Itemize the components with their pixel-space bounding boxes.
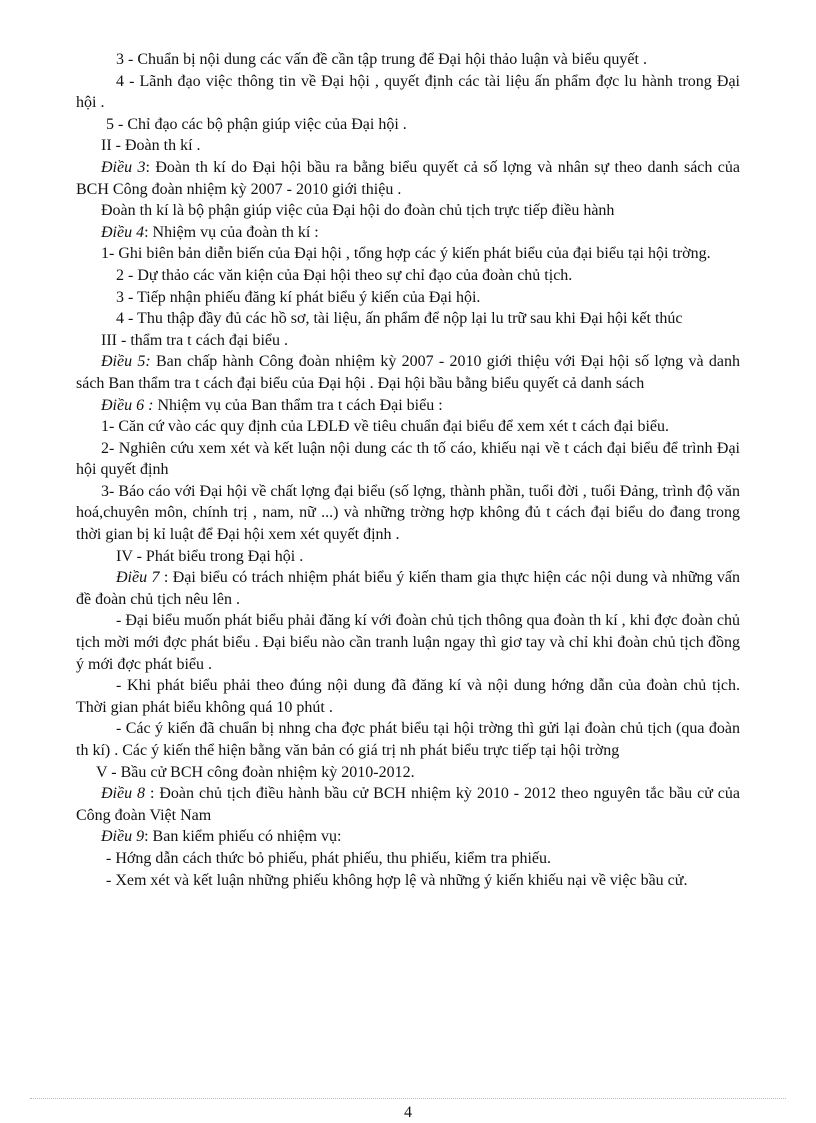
article-paragraph: Điều 6 : Nhiệm vụ của Ban thẩm tra t cách Đại biểu : [101, 396, 443, 414]
article-label: Điều 8 [101, 785, 146, 803]
article-label: Điều 6 : [101, 396, 154, 414]
paragraph-list-item: - Xem xét và kết luận những phiếu không hợp lệ và những ý kiến khiếu nại về việc bầu cử. [106, 871, 688, 889]
document-body [76, 49, 740, 891]
article-label: Điều 9 [101, 828, 145, 846]
paragraph-list-item: - Hớng dẫn cách thức bỏ phiếu, phát phiếu, thu phiếu, kiểm tra phiếu. [106, 849, 552, 867]
paragraph-list-item: - Khi phát biểu phải theo đúng nội dung đã đăng kí và nội dung hớng dẫn của đoàn chủ tịch. Thời gian phát biểu không quá 10 phút . [76, 677, 740, 716]
paragraph-list-item: 4 - Thu thập đầy đủ các hồ sơ, tài liệu, ấn phẩm để nộp lại lu trữ sau khi Đại hội kết thúc [116, 310, 683, 328]
section-heading: V - Bầu cử BCH công đoàn nhiệm kỳ 2010-2012. [96, 763, 415, 781]
paragraph-list-item: 3 - Tiếp nhận phiếu đăng kí phát biểu ý kiến của Đại hội. [116, 288, 481, 306]
paragraph-list-item: 1- Ghi biên bản diễn biến của Đại hội , tổng hợp các ý kiến phát biểu của đại biểu tại hội trờng. [101, 245, 711, 263]
paragraph-list-item: 3- Báo cáo với Đại hội về chất lợng đại biểu (số lợng, thành phần, tuổi đời , tuổi Đảng, trình độ văn hoá,chuyên môn, chính trị , nam, nữ ...) và những trờng hợp không đủ t cách đại biểu do đang trong thời gian bị kỉ luật để Đại hội xem xét quyết định . [76, 482, 740, 544]
paragraph: Đoàn th kí là bộ phận giúp việc của Đại hội do đoàn chủ tịch trực tiếp điều hành [101, 202, 615, 220]
article-label: Điều 5: [101, 353, 151, 371]
article-label: Điều 7 [116, 569, 160, 587]
section-heading: IV - Phát biểu trong Đại hội . [116, 547, 304, 565]
article-paragraph: Điều 7 : Đại biểu có trách nhiệm phát biểu ý kiến tham gia thực hiện các nội dung và những vấn đề đoàn chủ tịch nêu lên . [76, 569, 741, 608]
article-paragraph: Điều 3: Đoàn th kí do Đại hội bầu ra bằng biểu quyết cả số lợng và nhân sự theo danh sách của BCH Công đoàn nhiệm kỳ 2007 - 2010 giới thiệu . [76, 158, 741, 198]
paragraph-list-item: - Đại biểu muốn phát biểu phải đăng kí với đoàn chủ tịch thông qua đoàn th kí , khi đợc đoàn chủ tịch mời mới đợc phát biểu . Đại biểu nào cần tranh luận ngay thì giơ tay và chỉ khi đoàn chủ tịch đồng ý mới đợc phát biểu . [76, 612, 740, 673]
article-paragraph: Điều 9: Ban kiểm phiếu có nhiệm vụ: [101, 828, 342, 846]
paragraph-list-item: 2 - Dự thảo các văn kiện của Đại hội theo sự chỉ đạo của đoàn chủ tịch. [116, 266, 573, 284]
article-label: Điều 4 [101, 223, 145, 241]
section-heading: II - Đoàn th kí . [101, 137, 201, 155]
paragraph-list-item: 5 - Chỉ đạo các bộ phận giúp việc của Đại hội . [106, 115, 407, 133]
paragraph-list-item: 1- Căn cứ vào các quy định của LĐLĐ về tiêu chuẩn đại biểu để xem xét t cách đại biểu. [101, 418, 670, 436]
page-number: 4 [404, 1104, 412, 1121]
paragraph-list-item: 2- Nghiên cứu xem xét và kết luận nội dung các th tố cáo, khiếu nại về t cách đại biểu để trình Đại hội quyết định [76, 439, 740, 479]
paragraph-list-item: 4 - Lãnh đạo việc thông tin về Đại hội , quyết định các tài liệu ấn phẩm đợc lu hành trong Đại hội . [76, 72, 740, 112]
article-label: Điều 3 [101, 158, 146, 176]
paragraph-list-item: - Các ý kiến đã chuẩn bị nhng cha đợc phát biểu tại hội trờng thì gửi lại đoàn chủ tịch (qua đoàn th kí) . Các ý kiến thể hiện bằng văn bản có giá trị nh phát biểu trực tiếp tại hội trờng [76, 720, 740, 759]
footer-divider [30, 1098, 786, 1099]
section-heading: III - thẩm tra t cách đại biểu . [101, 331, 289, 349]
article-paragraph: Điều 5: Ban chấp hành Công đoàn nhiệm kỳ 2007 - 2010 giới thiệu với Đại hội số lợng và danh sách Ban thẩm tra t cách đại biểu của Đại hội . Đại hội bầu bằng biểu quyết cả danh sách [76, 353, 740, 392]
article-paragraph: Điều 8 : Đoàn chủ tịch điều hành bầu cử BCH nhiệm kỳ 2010 - 2012 theo nguyên tắc bầu cử của Công đoàn Việt Nam [76, 785, 741, 824]
paragraph-list-item: 3 - Chuẩn bị nội dung các vấn đề cần tập trung để Đại hội thảo luận và biểu quyết . [116, 51, 647, 68]
article-paragraph: Điều 4: Nhiệm vụ của đoàn th kí : [101, 223, 319, 241]
